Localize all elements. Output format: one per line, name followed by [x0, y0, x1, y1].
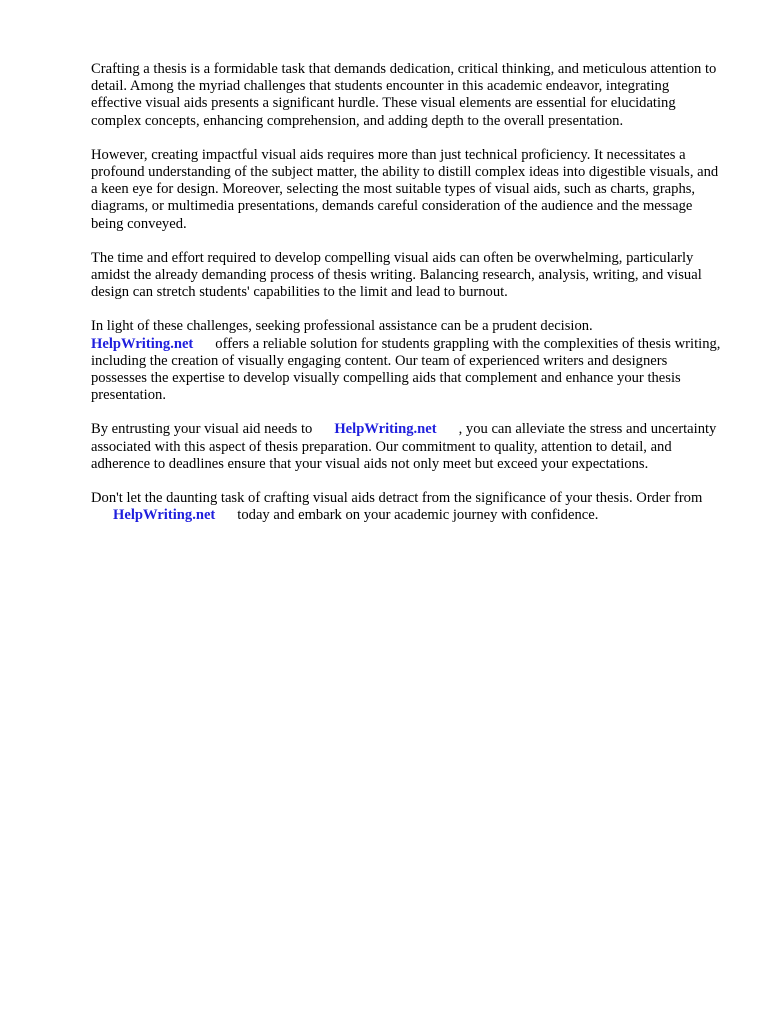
paragraph-assistance-text-after: offers a reliable solution for students grappling with the complexities of thesis writing, including the creation of visually engaging content. Our team of experienced writers and designers possesses the expertise to develop visually compelling aids that complement and enhance your thesis presentation.	[91, 335, 721, 404]
paragraph-cta-text-after: today and embark on your academic journey with confidence.	[237, 507, 599, 524]
document-page	[91, 61, 721, 541]
paragraph-entrusting-text-after: , you can alleviate the stress and uncertainty associated with this aspect of thesis preparation. Our commitment to quality, attention to detail, and adherence to deadlines ensure that your visual aids not only meet but exceed your expectations.	[91, 421, 717, 472]
helpwriting-link[interactable]: HelpWriting.net	[113, 507, 216, 524]
helpwriting-link[interactable]: HelpWriting.net	[91, 335, 194, 352]
paragraph-call-to-action	[91, 490, 721, 524]
helpwriting-link[interactable]: HelpWriting.net	[334, 421, 437, 438]
paragraph-assistance	[91, 318, 721, 404]
paragraph-entrusting-text-before: By entrusting your visual aid needs to	[91, 421, 313, 438]
paragraph-requirements: However, creating impactful visual aids requires more than just technical proficiency. It necessitates a profound understanding of the subject matter, the ability to distill complex ideas into digestible visuals, and a keen eye for design. Moreover, selecting the most suitable types of visual aids, such as charts, graphs, diagrams, or multimedia presentations, demands careful consideration of the audience and the message being conveyed.	[91, 146, 719, 232]
paragraph-assistance-text-before: In light of these challenges, seeking professional assistance can be a prudent decision.	[91, 318, 593, 335]
paragraph-cta-text-before: Don't let the daunting task of crafting visual aids detract from the significance of your thesis. Order from	[91, 490, 703, 507]
paragraph-entrusting	[91, 421, 721, 473]
paragraph-intro: Crafting a thesis is a formidable task that demands dedication, critical thinking, and meticulous attention to detail. Among the myriad challenges that students encounter in this academic endeavor, integrating effective visual aids presents a significant hurdle. These visual elements are essential for elucidating complex concepts, enhancing comprehension, and adding depth to the overall presentation.	[91, 61, 717, 129]
paragraph-effort: The time and effort required to develop compelling visual aids can often be overwhelming, particularly amidst the already demanding process of thesis writing. Balancing research, analysis, writing, and visual design can stretch students' capabilities to the limit and lead to burnout.	[91, 249, 702, 301]
